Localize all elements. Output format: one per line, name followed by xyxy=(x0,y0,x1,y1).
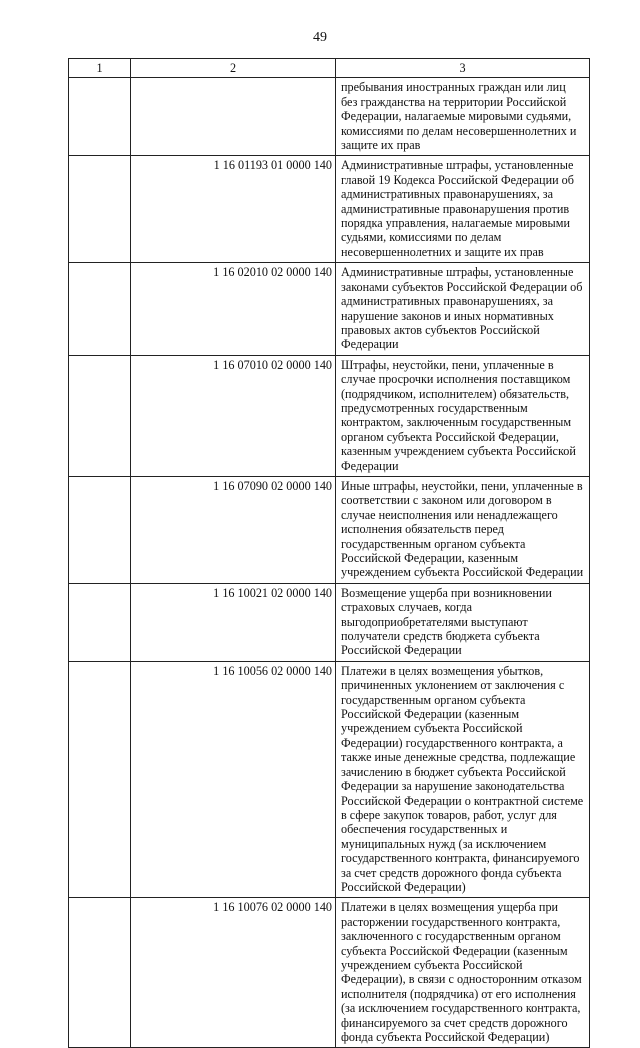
page-number: 49 xyxy=(313,30,327,45)
row-3-code: 1 16 02010 02 0000 140 xyxy=(131,263,336,355)
row-7-col1 xyxy=(69,661,131,898)
row-1-code xyxy=(131,78,336,156)
row-2-description: Административные штрафы, установленные главой 19 Кодекса Российской Федерации об административных правонарушениях, за административные правонарушения против порядка управления, налагаемые мировыми судьями, комиссиями по делам несовершеннолетних и защите их прав xyxy=(336,156,590,263)
row-6-col1 xyxy=(69,583,131,661)
table-row xyxy=(69,476,590,583)
table-row xyxy=(69,898,590,1048)
row-8-code: 1 16 10076 02 0000 140 xyxy=(131,898,336,1048)
column-header-2: 2 xyxy=(131,59,336,78)
row-7-code: 1 16 10056 02 0000 140 xyxy=(131,661,336,898)
revenue-codes-table xyxy=(68,58,590,1048)
table-row xyxy=(69,156,590,263)
row-8-col1 xyxy=(69,898,131,1048)
row-1-description: пребывания иностранных граждан или лиц без гражданства на территории Российской Федерации, налагаемые мировыми судьями, комиссиями по делам несовершеннолетних и защите их прав xyxy=(336,78,590,156)
row-4-description: Штрафы, неустойки, пени, уплаченные в случае просрочки исполнения поставщиком (подрядчиком, исполнителем) обязательств, предусмотренных государственным контрактом, заключенным государственным органом субъекта Российской Федерации, казенным учреждением субъекта Российской Федерации xyxy=(336,355,590,476)
row-7-description: Платежи в целях возмещения убытков, причиненных уклонением от заключения с государственным органом субъекта Российской Федерации (казенным учреждением субъекта Российской Федерации) государственного контракта, а также иные денежные средства, подлежащие зачислению в бюджет субъекта Российской Федерации за нарушение законодательства Российской Федерации о контрактной системе в сфере закупок товаров, работ, услуг для обеспечения государственных и муниципальных нужд (за исключением государственного контракта, финансируемого за счет средств дорожного фонда субъекта Российской Федерации) xyxy=(336,661,590,898)
table-row xyxy=(69,661,590,898)
row-8-description: Платежи в целях возмещения ущерба при расторжении государственного контракта, заключенного с государственным органом субъекта Российской Федерации (казенным учреждением субъекта Российской Федерации), в связи с односторонним отказом исполнителя (подрядчика) от его исполнения (за исключением государственного контракта, финансируемого за счет средств дорожного фонда субъекта Российской Федерации) xyxy=(336,898,590,1048)
row-5-description: Иные штрафы, неустойки, пени, уплаченные в соответствии с законом или договором в случае неисполнения или ненадлежащего исполнения обязательств перед государственным органом субъекта Российской Федерации, казенным учреждением субъекта Российской Федерации xyxy=(336,476,590,583)
column-header-1: 1 xyxy=(69,59,131,78)
row-6-description: Возмещение ущерба при возникновении страховых случаев, когда выгодоприобретателями выступают получатели средств бюджета субъекта Российской Федерации xyxy=(336,583,590,661)
row-5-code: 1 16 07090 02 0000 140 xyxy=(131,476,336,583)
table-header-row xyxy=(69,59,590,78)
column-header-3: 3 xyxy=(336,59,590,78)
row-5-col1 xyxy=(69,476,131,583)
table-row xyxy=(69,583,590,661)
row-2-code: 1 16 01193 01 0000 140 xyxy=(131,156,336,263)
table-row xyxy=(69,263,590,355)
row-4-col1 xyxy=(69,355,131,476)
row-6-code: 1 16 10021 02 0000 140 xyxy=(131,583,336,661)
row-2-col1 xyxy=(69,156,131,263)
row-1-col1 xyxy=(69,78,131,156)
row-3-col1 xyxy=(69,263,131,355)
table-row xyxy=(69,355,590,476)
table-row xyxy=(69,78,590,156)
row-4-code: 1 16 07010 02 0000 140 xyxy=(131,355,336,476)
row-3-description: Административные штрафы, установленные законами субъектов Российской Федерации об административных правонарушениях, за нарушение законов и иных нормативных правовых актов субъектов Российской Федерации xyxy=(336,263,590,355)
